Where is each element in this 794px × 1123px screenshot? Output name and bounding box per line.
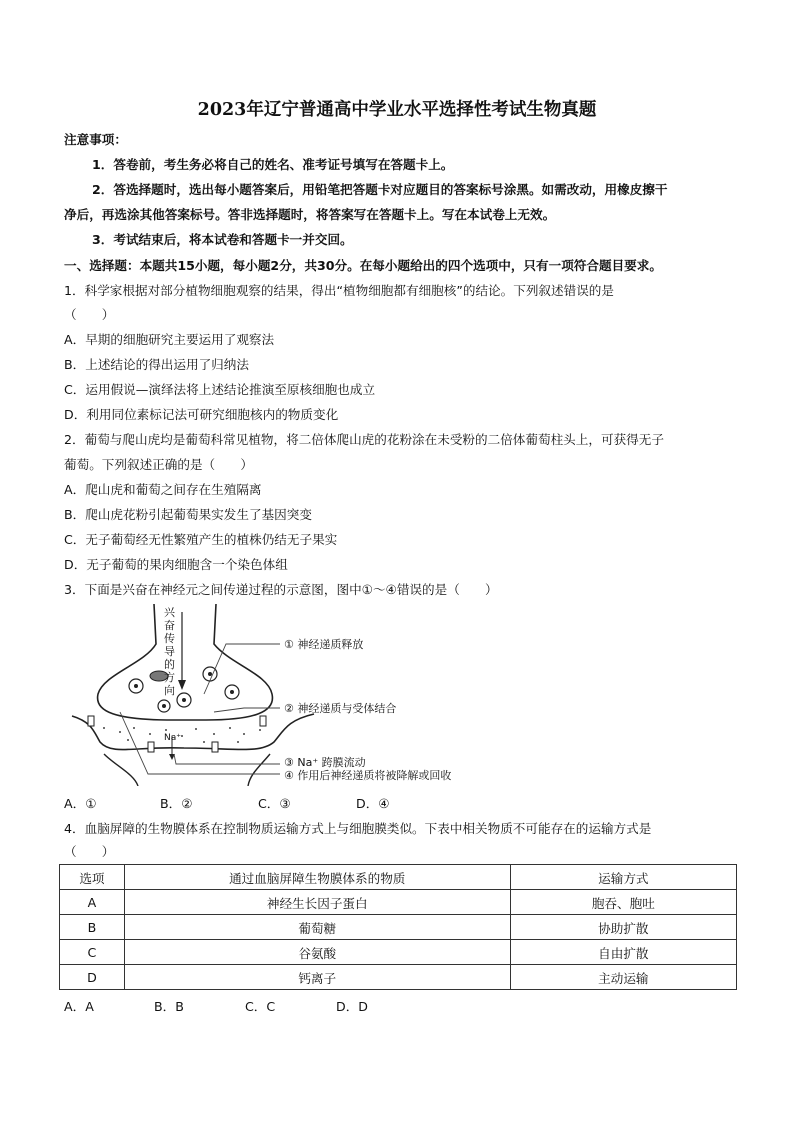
header-substance: 通过血脑屏障生物膜体系的物质	[124, 865, 510, 890]
q4-option-b: B．B	[154, 999, 184, 1014]
direction-char-5: 的	[164, 658, 175, 671]
page-title: 2023年辽宁普通高中学业水平选择性考试生物真题	[197, 100, 597, 120]
cell-substance: 谷氨酸	[124, 940, 510, 965]
q4-option-a: A．A	[64, 999, 94, 1014]
cell-transport: 胞吞、胞吐	[510, 890, 736, 915]
direction-char-3: 传	[164, 632, 175, 645]
q4-option-d: D．D	[336, 999, 368, 1014]
q3-option-b: B．②	[160, 796, 193, 811]
q2-option-c: C．无子葡萄经无性繁殖产生的植株仍结无子果实	[64, 532, 338, 547]
q4-option-c: C．C	[245, 999, 276, 1014]
synapse-diagram	[64, 604, 484, 786]
q3-stem: 3．下面是兴奋在神经元之间传递过程的示意图，图中①～④错误的是（ ）	[64, 582, 498, 597]
note-1: 1．答卷前，考生务必将自己的姓名、准考证号填写在答题卡上。	[92, 157, 454, 172]
section-heading: 一、选择题：本题共15小题，每小题2分，共30分。在每小题给出的四个选项中，只有一项符合题目要求。	[64, 258, 662, 273]
label-2: ② 神经递质与受体结合	[284, 702, 397, 715]
q3-option-c: C．③	[258, 796, 291, 811]
q2-stem-b: 葡萄。下列叙述正确的是（ ）	[64, 457, 253, 472]
q2-option-d: D．无子葡萄的果肉细胞含一个染色体组	[64, 557, 288, 572]
cell-transport: 协助扩散	[510, 915, 736, 940]
q1-option-d: D．利用同位素标记法可研究细胞核内的物质变化	[64, 407, 339, 422]
direction-char-2: 奋	[164, 619, 175, 632]
cell-option: C	[60, 940, 125, 965]
note-2a: 2．答选择题时，选出每小题答案后，用铅笔把答题卡对应题目的答案标号涂黑。如需改动，用橡皮擦干	[92, 182, 668, 197]
label-1: ① 神经递质释放	[284, 638, 364, 651]
note-2b: 净后，再选涂其他答案标号。答非选择题时，将答案写在答题卡上。写在本试卷上无效。	[64, 207, 556, 222]
q1-option-a: A．早期的细胞研究主要运用了观察法	[64, 332, 275, 347]
table-row	[60, 940, 737, 965]
cell-substance: 钙离子	[124, 965, 510, 990]
table-row	[60, 965, 737, 990]
q1-stem: 1．科学家根据对部分植物细胞观察的结果，得出“植物细胞都有细胞核”的结论。下列叙述错误的是	[64, 283, 614, 298]
note-3: 3．考试结束后，将本试卷和答题卡一并交回。	[92, 232, 353, 247]
header-transport: 运输方式	[510, 865, 736, 890]
direction-char-7: 向	[164, 684, 175, 697]
q1-paren: （ ）	[64, 307, 115, 322]
q2-option-b: B．爬山虎花粉引起葡萄果实发生了基因突变	[64, 507, 312, 522]
q3-option-d: D．④	[356, 796, 390, 811]
cell-substance: 葡萄糖	[124, 915, 510, 940]
q4-paren: （ ）	[64, 844, 115, 859]
table-header-row	[60, 865, 737, 890]
notes-heading: 注意事项：	[64, 132, 127, 147]
direction-char-1: 兴	[164, 606, 175, 619]
cell-option: B	[60, 915, 125, 940]
q2-option-a: A．爬山虎和葡萄之间存在生殖隔离	[64, 482, 262, 497]
q2-stem-a: 2．葡萄与爬山虎均是葡萄科常见植物，将二倍体爬山虎的花粉涂在未受粉的二倍体葡萄柱头上，可获得无子	[64, 432, 664, 447]
q1-option-c: C．运用假说—演绎法将上述结论推演至原核细胞也成立	[64, 382, 376, 397]
transport-table	[59, 864, 737, 990]
q1-option-b: B．上述结论的得出运用了归纳法	[64, 357, 249, 372]
header-option: 选项	[60, 865, 125, 890]
cell-substance: 神经生长因子蛋白	[124, 890, 510, 915]
label-4: ④ 作用后神经递质将被降解或回收	[284, 769, 452, 782]
na-label: Na⁺	[164, 733, 181, 743]
cell-transport: 主动运输	[510, 965, 736, 990]
label-3: ③ Na⁺ 跨膜流动	[284, 756, 366, 769]
table-row	[60, 890, 737, 915]
direction-char-4: 导	[164, 645, 175, 658]
q4-stem: 4．血脑屏障的生物膜体系在控制物质运输方式上与细胞膜类似。下表中相关物质不可能存在的运输方式是	[64, 821, 652, 836]
q3-option-a: A．①	[64, 796, 97, 811]
cell-option: A	[60, 890, 125, 915]
cell-option: D	[60, 965, 125, 990]
cell-transport: 自由扩散	[510, 940, 736, 965]
direction-char-6: 方	[164, 671, 175, 684]
table-row	[60, 915, 737, 940]
